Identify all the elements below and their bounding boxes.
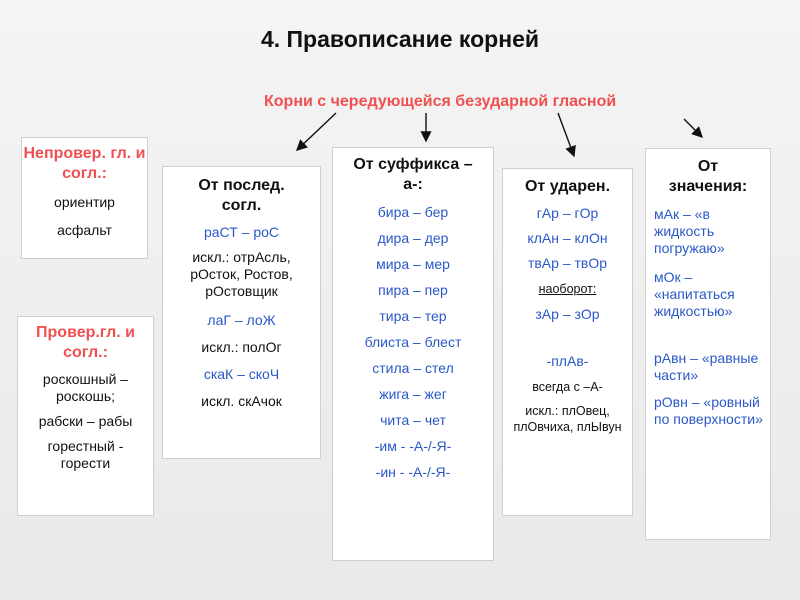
box6-item: мАк – «в жидкость погружаю»	[654, 206, 725, 256]
box3-item: искл.: полОг	[201, 339, 282, 355]
box5-item: наоборот:	[538, 282, 597, 296]
box5-item: искл.: плОвец, плОвчиха, плЫвун	[513, 404, 622, 434]
box3-item: скаК – скоЧ	[203, 366, 280, 382]
box6-heading: От значения:	[668, 158, 748, 195]
box2-item: роскошный – роскошь;	[42, 371, 129, 404]
box-unverifiable	[21, 137, 148, 259]
box-verifiable	[17, 316, 154, 516]
box6-item: мОк – «напитаться жидкостью»	[654, 269, 735, 319]
box1-heading: Непровер. гл. и согл.:	[23, 145, 146, 182]
box4-item: бира – бер	[377, 204, 449, 220]
box1-item: асфальт	[57, 222, 112, 238]
box-meaning	[645, 148, 771, 540]
box-suffix-a	[332, 147, 494, 561]
box4-item: пира – пер	[378, 282, 448, 298]
box4-item: стила – стел	[372, 360, 454, 376]
arrow-to-box6	[684, 119, 702, 137]
box5-item: твАр – твОр	[527, 255, 608, 271]
box-stress	[502, 168, 633, 516]
box5-heading: От ударен.	[524, 178, 611, 195]
arrow-to-box3	[297, 113, 336, 150]
box5-item: -плАв-	[546, 353, 589, 369]
box6-item: рОвн – «ровный по поверхности»	[654, 394, 763, 427]
box4-item: -ин - -А-/-Я-	[375, 464, 451, 480]
box6-item: рАвн – «равные части»	[654, 350, 759, 383]
box3-item: раСТ – роС	[203, 224, 280, 240]
box5-item: гАр – гОр	[536, 205, 599, 221]
box4-item: дира – дер	[377, 230, 449, 246]
box3-heading: От послед. согл.	[198, 177, 285, 214]
box5-item: всегда с –А-	[532, 380, 603, 394]
box5-item: клАн – клОн	[527, 230, 608, 246]
box4-item: тира – тер	[379, 308, 447, 324]
box4-item: мира – мер	[376, 256, 450, 272]
box2-item: рабски – рабы	[38, 413, 133, 429]
box3-item: искл. скАчок	[201, 393, 282, 409]
box2-item: горестный - горести	[47, 438, 124, 471]
page-title: 4. Правописание корней	[260, 26, 540, 52]
box-last-consonant	[162, 166, 321, 459]
arrow-to-box5	[558, 113, 574, 156]
box3-item: искл.: отрАсль, рОсток, Ростов, рОстовщик	[190, 249, 293, 299]
box4-item: блиста – блест	[364, 334, 462, 350]
box4-item: жига – жег	[379, 386, 447, 402]
box3-item: лаГ – лоЖ	[207, 312, 276, 328]
box4-heading: От суффикса –а-:	[353, 156, 473, 193]
box5-item: зАр – зОр	[535, 306, 600, 322]
box2-heading: Провер.гл. и согл.:	[36, 324, 135, 361]
subtitle: Корни с чередующейся безударной гласной	[264, 93, 617, 110]
box4-item: -им - -А-/-Я-	[374, 438, 452, 454]
box1-item: ориентир	[54, 194, 115, 210]
box4-item: чита – чет	[380, 412, 446, 428]
